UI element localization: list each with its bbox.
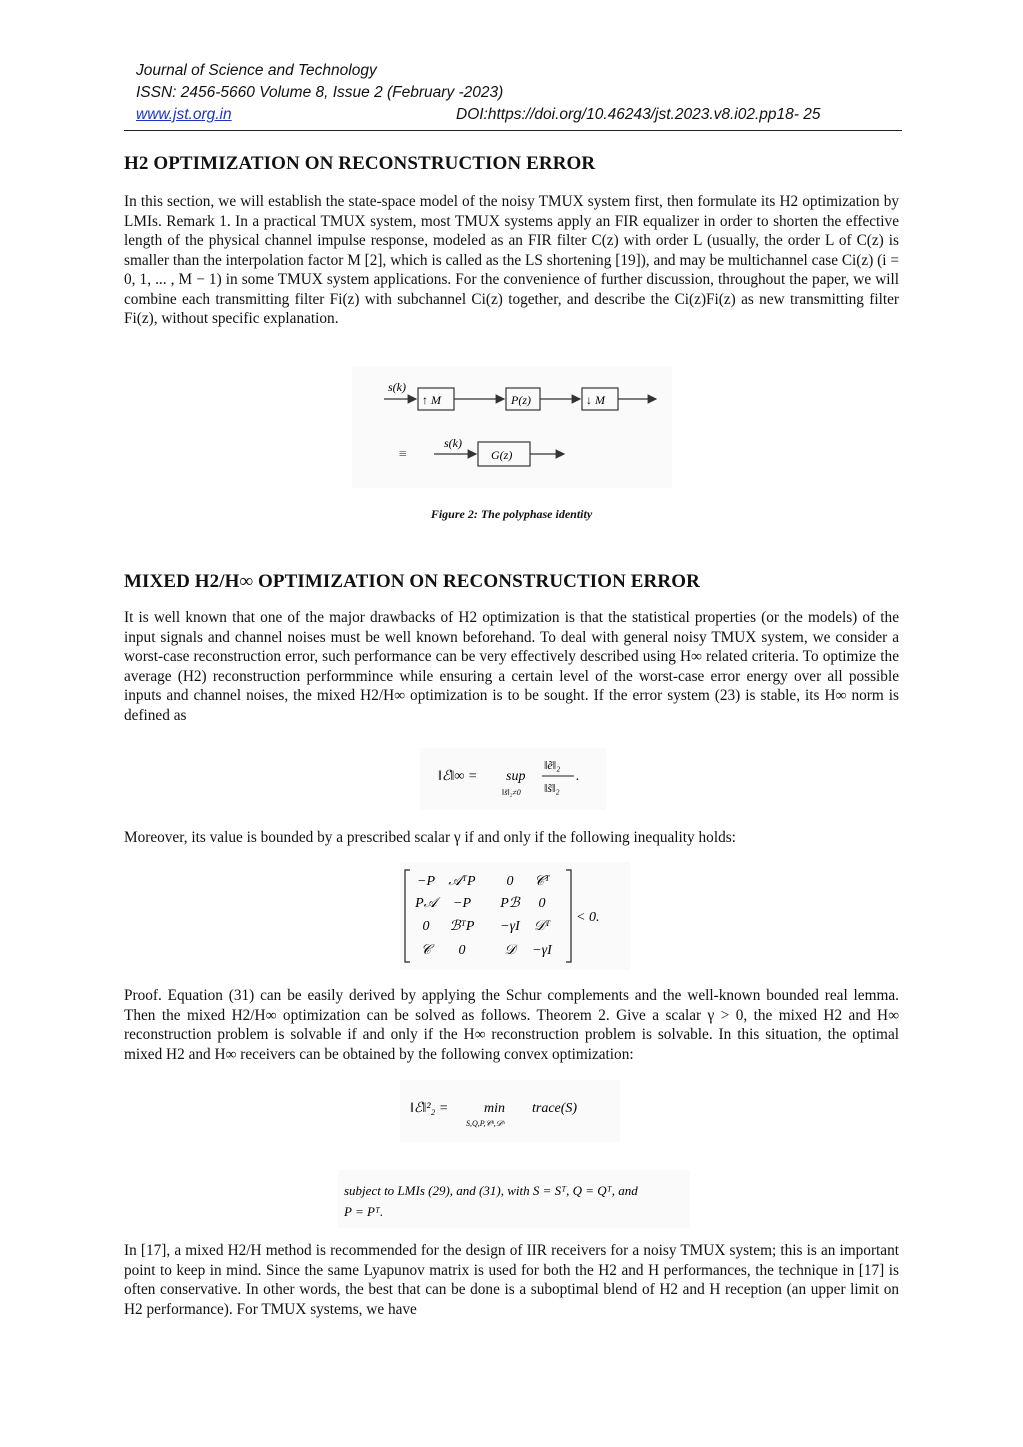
doi-text: DOI:https://doi.org/10.46243/jst.2023.v8.i02.pp18- 25 [456, 106, 821, 123]
matrix-cell-r2-c1: ℬᵀP [449, 919, 475, 934]
section2-paragraph-3: Proof. Equation (31) can be easily derived by applying the Schur complements and the well-known bounded real lemma. Then the mixed H2/H∞ optimization can be solved as follows. Theorem 2. Give a scalar γ > 0, the mixed H2 and H∞ reconstruction problem is solvable if and only if the H∞ reconstruction problem is solvable. In this situation, the optimal mixed H2 and H∞ receivers can be obtained by the following convex optimization: [124, 987, 899, 1063]
figure-2-caption: Figure 2: The polyphase identity [430, 507, 593, 521]
matrix-inequality-tail: < 0. [576, 910, 600, 925]
section-heading-h2-optimization: H2 OPTIMIZATION ON RECONSTRUCTION ERROR [124, 153, 596, 174]
equation-hinf-norm [420, 748, 606, 810]
eq-opt-rhs: trace(S) [532, 1101, 578, 1116]
matrix-cell-r3-c1: 0 [458, 943, 466, 958]
constraint-line-2: P = Pᵀ. [344, 1204, 384, 1219]
eq-norm-sup: sup [506, 769, 526, 784]
upsampler-label: ↑ M [422, 393, 441, 407]
equivalence-sign: ≡ [398, 447, 408, 462]
matrix-cell-r0-c3: 𝒞ᵀ [534, 874, 550, 889]
downsampler-label: ↓ M [586, 393, 605, 407]
equation-optimization-svg [400, 1080, 620, 1142]
matrix-cell-r2-c3: 𝒟ᵀ [533, 919, 551, 934]
constraint-line-1: subject to LMIs (29), and (31), with S = Sᵀ, Q = Qᵀ, and [344, 1183, 638, 1198]
header-divider [124, 130, 902, 131]
matrix-cell-r1-c2: Pℬ [500, 896, 520, 911]
section2-paragraph-2: Moreover, its value is bounded by a prescribed scalar γ if and only if the following inequality holds: [124, 829, 736, 846]
eq-norm-denominator: ‖s̃‖₂ [544, 781, 560, 795]
constraint-svg [338, 1170, 690, 1228]
eq-norm-sub: ‖s̃‖₂≠0 [502, 788, 521, 797]
matrix-cell-r0-c0: −P [417, 874, 435, 889]
header-links-row [136, 104, 902, 126]
matrix-cell-r1-c0: P𝒜 [415, 896, 437, 911]
matrix-cell-r2-c0: 0 [422, 919, 430, 934]
constraint-block [338, 1170, 690, 1228]
g-filter-label: G(z) [491, 448, 513, 462]
eq-norm-lhs: ‖ℰ‖∞ = [438, 769, 478, 784]
matrix-cell-r1-c1: −P [453, 896, 471, 911]
matrix-cell-r1-c3: 0 [538, 896, 546, 911]
eq-norm-period: . [576, 769, 580, 784]
section1-paragraph: In this section, we will establish the state-space model of the noisy TMUX system first, then formulate its H2 optimization by LMIs. Remark 1. In a practical TMUX system, most TMUX systems apply an FIR equalizer in order to shorten the effective length of the physical channel impulse response, modeled as an FIR filter C(z) with order L (usually, the order L of C(z) is smaller than the interpolation factor M [2], which is called as the LS shortening [19]), and may be multichannel case Ci(z) (i = 0, 1, ... , M − 1) in some TMUX system applications. For the convenience of further discussion, throughout the paper, we will combine each transmitting filter Fi(z) with subchannel Ci(z) together, and describe the Ci(z)Fi(z) as new transmitting filter Fi(z), without specific explanation. [124, 193, 899, 327]
matrix-cell-r3-c2: 𝒟 [504, 943, 516, 958]
figure-2-diagram [352, 366, 672, 488]
section2-paragraph-4: In [17], a mixed H2/H method is recommended for the design of IIR receivers for a noisy TMUX system; this is an important point to keep in mind. Since the same Lyapunov matrix is used for both the H2 and H performances, the technique in [17] is often conservative. In other words, the best that can be done is a suboptimal blend of H2 and H reception (an upper limit on H2 performance). For TMUX systems, we have [124, 1242, 899, 1318]
equation-optimization [400, 1080, 620, 1142]
matrix-left-bracket [405, 870, 410, 962]
lmi-matrix-svg [400, 862, 630, 970]
equation-hinf-norm-svg [420, 748, 606, 810]
eq-opt-lhs: ‖ℰ‖²₂ = [410, 1101, 449, 1116]
eq-norm-numerator: ‖ẽ‖₂ [544, 758, 561, 772]
journal-website-link[interactable]: www.jst.org.in [136, 106, 232, 123]
matrix-cell-r0-c1: 𝒜ᵀP [448, 874, 476, 889]
matrix-right-bracket [566, 870, 571, 962]
input-signal-label: s(k) [388, 380, 406, 394]
p-filter-label: P(z) [511, 393, 531, 407]
section-heading-mixed-optimization: MIXED H2/H∞ OPTIMIZATION ON RECONSTRUCTION ERROR [124, 571, 700, 592]
running-header [136, 60, 902, 126]
polyphase-identity-svg [352, 366, 672, 488]
matrix-cell-r0-c2: 0 [506, 874, 514, 889]
section2-paragraph-1: It is well known that one of the major drawbacks of H2 optimization is that the statistical properties (or the models) of the input signals and channel noises must be well known beforehand. To deal with general noisy TMUX system, we consider a worst-case reconstruction error, such performance can be very effectively described using H∞ related criteria. To optimize the average (H2) reconstruction performmince while ensuring a certain level of the worst-case error energy over all possible inputs and channel noises, the mixed H2/H∞ optimization is to be sought. If the error system (23) is stable, its H∞ norm is defined as [124, 609, 899, 724]
eq-opt-min: min [484, 1101, 505, 1116]
equation-lmi-matrix [400, 862, 630, 970]
eq-opt-sub: S,Q,P,𝒞ʰ,𝒟ʰ [466, 1119, 505, 1128]
matrix-cell-r3-c0: 𝒞 [420, 943, 432, 958]
input-signal-label-2: s(k) [444, 436, 462, 450]
journal-name: Journal of Science and Technology [136, 62, 377, 79]
matrix-cell-r3-c3: −γI [532, 943, 552, 958]
issn-line: ISSN: 2456-5660 Volume 8, Issue 2 (February -2023) [136, 84, 504, 101]
matrix-cells [414, 874, 553, 958]
matrix-cell-r2-c2: −γI [500, 919, 520, 934]
